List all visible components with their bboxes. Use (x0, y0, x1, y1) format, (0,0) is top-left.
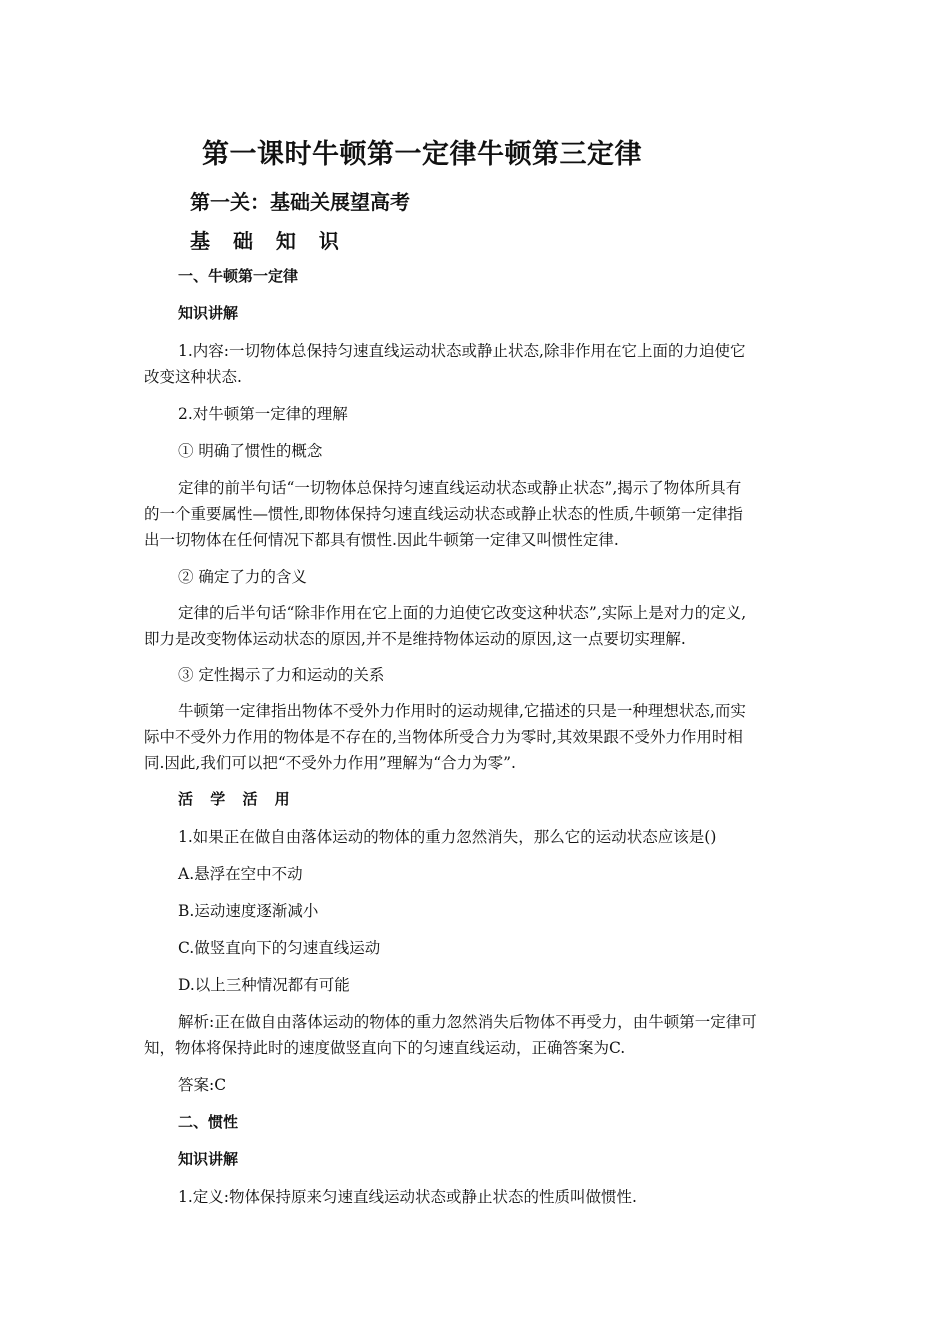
practice-question: 1.如果正在做自由落体运动的物体的重力忽然消失，那么它的运动状态应该是() (178, 828, 717, 846)
answer: 答案:C (178, 1076, 227, 1094)
part1-sub1-text-line1: 定律的前半句话“一切物体总保持匀速直线运动状态或静止状态”,揭示了物体所具有 (178, 479, 742, 497)
part1-sub2-text-line2: 即力是改变物体运动状态的原因,并不是维持物体运动的原因,这一点要切实理解. (144, 630, 686, 648)
part1-sub3-text-line3: 同.因此,我们可以把“不受外力作用”理解为“合力为零”. (144, 754, 516, 772)
part2-heading: 二、惯性 (178, 1113, 239, 1131)
part1-sub3-text-line2: 际中不受外力作用的物体是不存在的,当物体所受合力为零时,其效果跟不受外力作用时相 (144, 728, 743, 746)
page-title: 第一课时牛顿第一定律牛顿第三定律 (202, 139, 642, 170)
option-a: A.悬浮在空中不动 (178, 865, 303, 883)
part2-p1: 1.定义:物体保持原来匀速直线运动状态或静止状态的性质叫做惯性. (178, 1188, 637, 1206)
part1-p2: 2.对牛顿第一定律的理解 (178, 405, 348, 423)
option-d: D.以上三种情况都有可能 (178, 976, 350, 994)
part1-sub1: ① 明确了惯性的概念 (178, 442, 323, 460)
part1-sub2: ② 确定了力的含义 (178, 568, 307, 586)
part1-sub2-text-line1: 定律的后半句话“除非作用在它上面的力迫使它改变这种状态”,实际上是对力的定义, (178, 604, 747, 622)
part1-sub3-text-line1: 牛顿第一定律指出物体不受外力作用时的运动规律,它描述的只是一种理想状态,而实 (178, 702, 746, 720)
part1-heading: 一、牛顿第一定律 (178, 267, 299, 285)
option-c: C.做竖直向下的匀速直线运动 (178, 939, 381, 957)
part1-p1-line2: 改变这种状态. (144, 368, 242, 386)
part2-knowledge-label: 知识讲解 (178, 1150, 239, 1168)
section-header: 第一关：基础关展望高考 (190, 190, 410, 214)
part1-sub1-text-line2: 的一个重要属性—惯性,即物体保持匀速直线运动状态或静止状态的性质,牛顿第一定律指 (144, 505, 743, 523)
part1-sub1-text-line3: 出一切物体在任何情况下都具有惯性.因此牛顿第一定律又叫惯性定律. (144, 531, 619, 549)
part1-knowledge-label: 知识讲解 (178, 304, 239, 322)
part1-sub3: ③ 定性揭示了力和运动的关系 (178, 666, 385, 684)
part1-p1-line1: 1.内容:一切物体总保持匀速直线运动状态或静止状态,除非作用在它上面的力迫使它 (178, 342, 746, 360)
analysis-line2: 知，物体将保持此时的速度做竖直向下的匀速直线运动，正确答案为C. (144, 1039, 626, 1057)
basics-header: 基 础 知 识 (190, 229, 347, 253)
practice-heading: 活 学 活 用 (178, 790, 296, 808)
analysis-line1: 解析:正在做自由落体运动的物体的重力忽然消失后物体不再受力，由牛顿第一定律可 (178, 1013, 757, 1031)
option-b: B.运动速度逐渐减小 (178, 902, 319, 920)
